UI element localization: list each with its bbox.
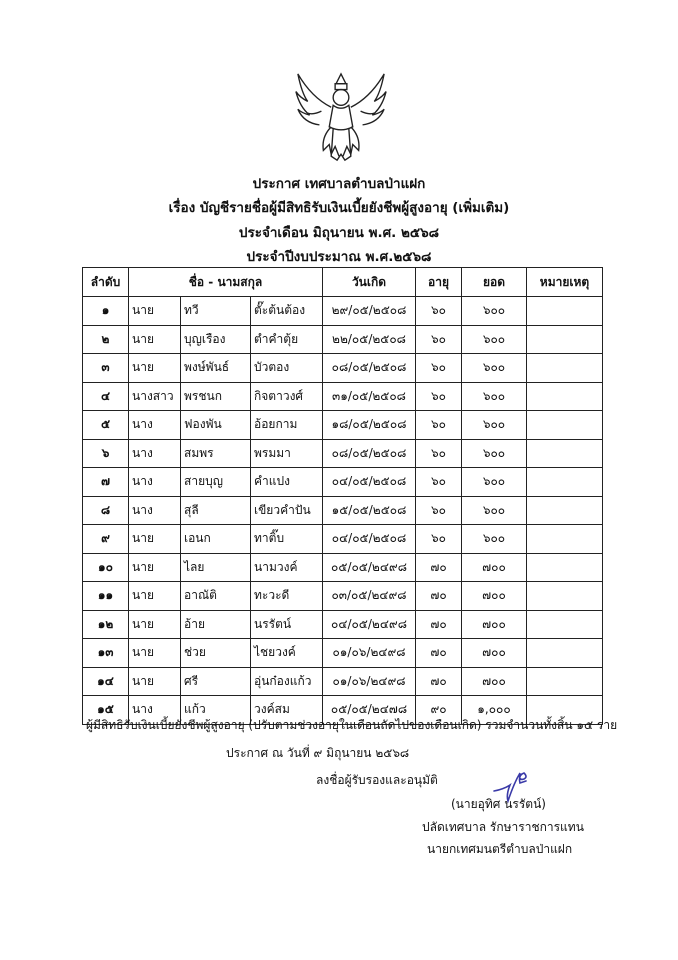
row-number-cell: ๙ — [83, 525, 129, 554]
remark-cell — [527, 582, 603, 611]
last-name-cell: บัวตอง — [251, 354, 323, 383]
birth-date-cell: ๐๔/๐๕/๒๕๐๘ — [323, 525, 416, 554]
first-name-cell: พรชนก — [181, 382, 251, 411]
row-number-cell: ๖ — [83, 439, 129, 468]
announce-date: ประกาศ ณ วันที่ ๙ มิถุนายน ๒๕๖๘ — [226, 746, 410, 760]
amount-cell: ๗๐๐ — [462, 667, 527, 696]
header-no: ลำดับ — [83, 268, 129, 297]
amount-cell: ๑,๐๐๐ — [462, 696, 527, 725]
first-name-cell: แก้ว — [181, 696, 251, 725]
last-name-cell: ตั๊ะต้นต้อง — [251, 297, 323, 326]
table-row — [83, 667, 603, 696]
first-name-cell: สมพร — [181, 439, 251, 468]
table-row — [83, 468, 603, 497]
first-name-cell: อ้าย — [181, 610, 251, 639]
age-cell: ๖๐ — [416, 297, 462, 326]
table-row — [83, 411, 603, 440]
birth-date-cell: ๐๕/๐๕/๒๔๙๘ — [323, 553, 416, 582]
remark-cell — [527, 553, 603, 582]
birth-date-cell: ๐๘/๐๕/๒๕๐๘ — [323, 354, 416, 383]
last-name-cell: อุ่นก๋องแก้ว — [251, 667, 323, 696]
row-number-cell: ๑๔ — [83, 667, 129, 696]
age-cell: ๖๐ — [416, 496, 462, 525]
row-number-cell: ๑๕ — [83, 696, 129, 725]
amount-cell: ๖๐๐ — [462, 411, 527, 440]
amount-cell: ๖๐๐ — [462, 525, 527, 554]
amount-cell: ๖๐๐ — [462, 297, 527, 326]
last-name-cell: ทะวะดี — [251, 582, 323, 611]
first-name-cell: พงษ์พันธ์ — [181, 354, 251, 383]
age-cell: ๗๐ — [416, 582, 462, 611]
name-prefix-cell: นาง — [129, 439, 181, 468]
amount-cell: ๖๐๐ — [462, 439, 527, 468]
name-prefix-cell: นาย — [129, 667, 181, 696]
last-name-cell: ทาติ๊บ — [251, 525, 323, 554]
birth-date-cell: ๑๕/๐๕/๒๕๐๘ — [323, 496, 416, 525]
last-name-cell: นรรัตน์ — [251, 610, 323, 639]
age-cell: ๖๐ — [416, 382, 462, 411]
table-row — [83, 297, 603, 326]
first-name-cell: ศรี — [181, 667, 251, 696]
row-number-cell: ๑๑ — [83, 582, 129, 611]
last-name-cell: นามวงค์ — [251, 553, 323, 582]
table-row — [83, 496, 603, 525]
remark-cell — [527, 667, 603, 696]
row-number-cell: ๔ — [83, 382, 129, 411]
remark-cell — [527, 382, 603, 411]
last-name-cell: พรมมา — [251, 439, 323, 468]
name-prefix-cell: นาย — [129, 582, 181, 611]
row-number-cell: ๑ — [83, 297, 129, 326]
summary-text: ผู้มีสิทธิรับเงินเบี้ยยังชีพผู้สูงอายุ (ปรับตามช่วงอายุในเดือนถัดไปของเดือนเกิด) รวมจำนวนทั้งสิ้น ๑๕ ราย — [86, 718, 618, 732]
name-prefix-cell: นาย — [129, 297, 181, 326]
birth-date-cell: ๐๕/๐๕/๒๔๗๘ — [323, 696, 416, 725]
age-cell: ๙๐ — [416, 696, 462, 725]
first-name-cell: ทวี — [181, 297, 251, 326]
table-row — [83, 610, 603, 639]
first-name-cell: สุลี — [181, 496, 251, 525]
announcement-subject: เรื่อง บัญชีรายชื่อผู้มีสิทธิรับเงินเบี้ยยังชีพผู้สูงอายุ (เพิ่มเติม) — [168, 200, 510, 216]
amount-cell: ๗๐๐ — [462, 639, 527, 668]
first-name-cell: บุญเรือง — [181, 325, 251, 354]
amount-cell: ๗๐๐ — [462, 553, 527, 582]
first-name-cell: ไลย — [181, 553, 251, 582]
birth-date-cell: ๐๓/๐๕/๒๔๙๘ — [323, 582, 416, 611]
announcement-title: ประกาศ เทศบาลตำบลป่าแฝก — [252, 176, 426, 192]
row-number-cell: ๘ — [83, 496, 129, 525]
name-prefix-cell: นาย — [129, 553, 181, 582]
row-number-cell: ๓ — [83, 354, 129, 383]
remark-cell — [527, 354, 603, 383]
last-name-cell: ไชยวงค์ — [251, 639, 323, 668]
age-cell: ๗๐ — [416, 610, 462, 639]
table-header-row — [83, 268, 603, 297]
table-row — [83, 639, 603, 668]
amount-cell: ๖๐๐ — [462, 496, 527, 525]
amount-cell: ๖๐๐ — [462, 382, 527, 411]
age-cell: ๗๐ — [416, 667, 462, 696]
birth-date-cell: ๐๘/๐๕/๒๕๐๘ — [323, 439, 416, 468]
garuda-emblem — [292, 68, 390, 170]
last-name-cell: เขียวคำปัน — [251, 496, 323, 525]
remark-cell — [527, 496, 603, 525]
row-number-cell: ๑๓ — [83, 639, 129, 668]
age-cell: ๖๐ — [416, 325, 462, 354]
name-prefix-cell: นาย — [129, 325, 181, 354]
name-prefix-cell: นาง — [129, 468, 181, 497]
remark-cell — [527, 439, 603, 468]
signer-title-2: นายกเทศมนตรีตำบลป่าแฝก — [427, 842, 573, 856]
name-prefix-cell: นาง — [129, 496, 181, 525]
name-prefix-cell: นาง — [129, 696, 181, 725]
first-name-cell: เอนก — [181, 525, 251, 554]
age-cell: ๗๐ — [416, 553, 462, 582]
name-prefix-cell: นางสาว — [129, 382, 181, 411]
header-remark: หมายเหตุ — [527, 268, 603, 297]
birth-date-cell: ๑๘/๐๕/๒๕๐๘ — [323, 411, 416, 440]
remark-cell — [527, 297, 603, 326]
last-name-cell: วงค์สม — [251, 696, 323, 725]
table-row — [83, 582, 603, 611]
age-cell: ๖๐ — [416, 439, 462, 468]
age-cell: ๖๐ — [416, 354, 462, 383]
name-prefix-cell: นาย — [129, 639, 181, 668]
birth-date-cell: ๓๑/๐๕/๒๕๐๘ — [323, 382, 416, 411]
amount-cell: ๖๐๐ — [462, 468, 527, 497]
age-cell: ๖๐ — [416, 411, 462, 440]
last-name-cell: คำแปง — [251, 468, 323, 497]
remark-cell — [527, 468, 603, 497]
age-cell: ๗๐ — [416, 639, 462, 668]
remark-cell — [527, 610, 603, 639]
remark-cell — [527, 325, 603, 354]
table-row — [83, 354, 603, 383]
signer-title-1: ปลัดเทศบาล รักษาราชการแทน — [422, 820, 584, 834]
table-row — [83, 525, 603, 554]
birth-date-cell: ๐๔/๐๕/๒๔๙๘ — [323, 610, 416, 639]
table-row — [83, 553, 603, 582]
table-row — [83, 325, 603, 354]
table-row — [83, 382, 603, 411]
remark-cell — [527, 411, 603, 440]
remark-cell — [527, 525, 603, 554]
name-prefix-cell: นาง — [129, 411, 181, 440]
birth-date-cell: ๐๑/๐๖/๒๔๙๘ — [323, 639, 416, 668]
header-name: ชื่อ - นามสกุล — [129, 268, 323, 297]
age-cell: ๖๐ — [416, 525, 462, 554]
birth-date-cell: ๒๙/๐๕/๒๕๐๘ — [323, 297, 416, 326]
age-cell: ๖๐ — [416, 468, 462, 497]
amount-cell: ๗๐๐ — [462, 582, 527, 611]
row-number-cell: ๕ — [83, 411, 129, 440]
sign-label: ลงชื่อผู้รับรองและอนุมัติ — [316, 773, 438, 787]
name-prefix-cell: นาย — [129, 354, 181, 383]
table-row — [83, 439, 603, 468]
beneficiary-table — [82, 267, 603, 725]
row-number-cell: ๑๐ — [83, 553, 129, 582]
signer-name: (นายอุทิศ นรรัตน์) — [451, 797, 546, 811]
name-prefix-cell: นาย — [129, 525, 181, 554]
amount-cell: ๖๐๐ — [462, 354, 527, 383]
header-dob: วันเกิด — [323, 268, 416, 297]
amount-cell: ๗๐๐ — [462, 610, 527, 639]
amount-cell: ๖๐๐ — [462, 325, 527, 354]
announcement-month: ประจำเดือน มิถุนายน พ.ศ. ๒๕๖๘ — [238, 225, 440, 241]
last-name-cell: อ้อยกาม — [251, 411, 323, 440]
header-age: อายุ — [416, 268, 462, 297]
first-name-cell: ช่วย — [181, 639, 251, 668]
row-number-cell: ๒ — [83, 325, 129, 354]
last-name-cell: ตำคำตุ้ย — [251, 325, 323, 354]
birth-date-cell: ๐๔/๐๕/๒๕๐๘ — [323, 468, 416, 497]
row-number-cell: ๗ — [83, 468, 129, 497]
birth-date-cell: ๒๒/๐๕/๒๕๐๘ — [323, 325, 416, 354]
remark-cell — [527, 639, 603, 668]
birth-date-cell: ๐๑/๐๖/๒๔๙๘ — [323, 667, 416, 696]
first-name-cell: อาณัติ — [181, 582, 251, 611]
last-name-cell: กิจตาวงศ์ — [251, 382, 323, 411]
first-name-cell: สายบุญ — [181, 468, 251, 497]
name-prefix-cell: นาย — [129, 610, 181, 639]
row-number-cell: ๑๒ — [83, 610, 129, 639]
announcement-fiscal-year: ประจำปีงบประมาณ พ.ศ.๒๕๖๘ — [246, 249, 432, 265]
first-name-cell: ฟองพัน — [181, 411, 251, 440]
header-amount: ยอด — [462, 268, 527, 297]
